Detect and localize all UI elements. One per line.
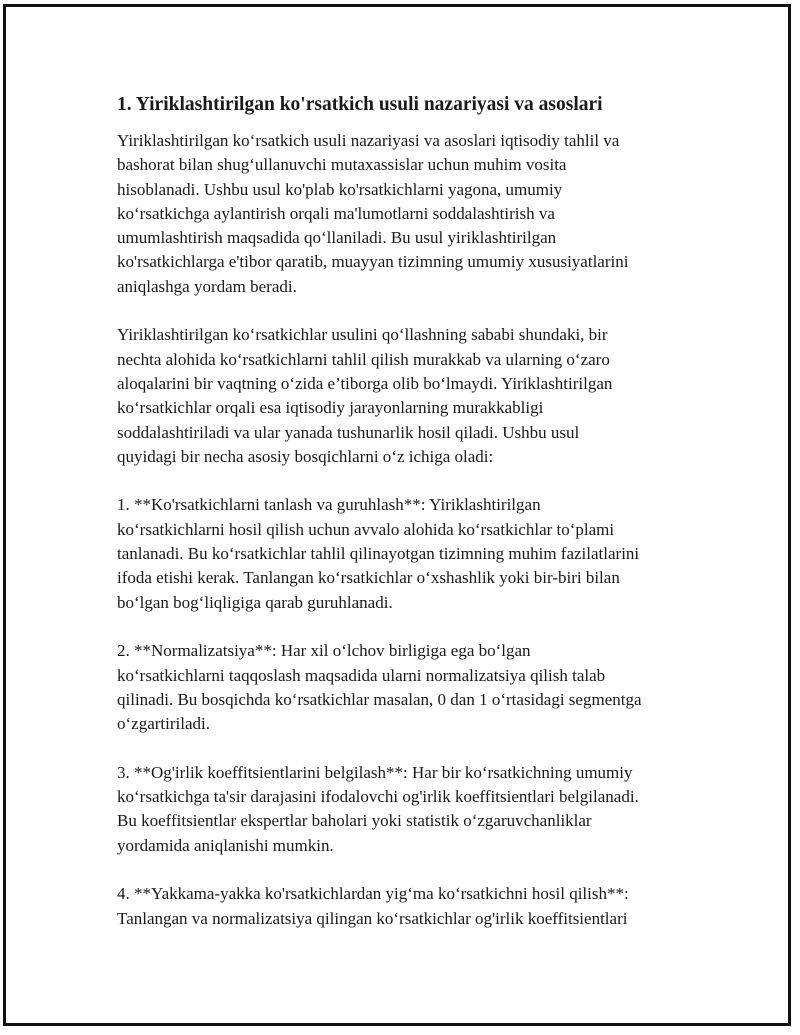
text-line: ko‘rsatkichlar orqali esa iqtisodiy jarayonlarning murakkabligi — [117, 398, 544, 418]
text-line: ko‘rsatkichga ta'sir darajasini ifodalovchi og'irlik koeffitsientlari belgilanadi. — [117, 787, 639, 807]
section-heading: 1. Yiriklashtirilgan ko'rsatkich usuli nazariyasi va asoslari — [117, 94, 603, 115]
list-item-step-2 — [117, 639, 687, 736]
text-line: 3. **Og'irlik koeffitsientlarini belgilash**: Har bir ko‘rsatkichning umumiy — [117, 762, 633, 782]
text-line: yordamida aniqlanishi mumkin. — [117, 835, 334, 855]
text-line: Tanlangan va normalizatsiya qilingan ko‘rsatkichlar og'irlik koeffitsientlari — [117, 908, 628, 928]
text-line: hisoblanadi. Ushbu usul ko'plab ko'rsatkichlarni yagona, umumiy — [117, 179, 563, 199]
text-line: bashorat bilan shug‘ullanuvchi mutaxassislar uchun muhim vosita — [117, 155, 567, 175]
text-line: quyidagi bir necha asosiy bosqichlarni o‘z ichiga oladi: — [117, 446, 494, 466]
text-line: aloqalarini bir vaqtning o‘zida e’tiborga olib bo‘lmaydi. Yiriklashtirilgan — [117, 373, 613, 393]
text-line: 4. **Yakkama-yakka ko'rsatkichlardan yig‘ma ko‘rsatkichni hosil qilish**: — [117, 884, 629, 904]
text-line: Yiriklashtirilgan ko‘rsatkichlar usulini qo‘llashning sababi shundaki, bir — [117, 325, 608, 345]
text-line: ko‘rsatkichlarni taqqoslash maqsadida ularni normalizatsiya qilish talab — [117, 665, 606, 685]
text-line: nechta alohida ko‘rsatkichlarni tahlil qilish murakkab va ularning o‘zaro — [117, 349, 610, 369]
text-line: tanlanadi. Bu ko‘rsatkichlar tahlil qilinayotgan tizimning muhim fazilatlarini — [117, 544, 640, 564]
text-line: soddalashtiriladi va ular yanada tushunarlik hosil qiladi. Ushbu usul — [117, 422, 580, 442]
list-item-step-1 — [117, 493, 687, 614]
text-line: qilinadi. Bu bosqichda ko‘rsatkichlar masalan, 0 dan 1 o‘rtasidagi segmentga — [117, 689, 642, 709]
paragraph-reason — [117, 323, 687, 469]
text-line: o‘zgartiriladi. — [117, 714, 210, 734]
list-item-step-4 — [117, 882, 687, 931]
text-line: ifoda etishi kerak. Tanlangan ko‘rsatkichlar o‘xshashlik yoki bir-biri bilan — [117, 568, 620, 588]
text-line: 1. **Ko'rsatkichlarni tanlash va guruhlash**: Yiriklashtirilgan — [117, 495, 541, 515]
document-body — [117, 93, 687, 955]
text-line: umumlashtirish maqsadida qo‘llaniladi. Bu usul yiriklashtirilgan — [117, 228, 557, 248]
text-line: aniqlashga yordam beradi. — [117, 276, 297, 296]
text-line: bo‘lgan bog‘liqligiga qarab guruhlanadi. — [117, 592, 393, 612]
text-line: 2. **Normalizatsiya**: Har xil o‘lchov birligiga ega bo‘lgan — [117, 641, 531, 661]
text-line: ko‘rsatkichga aylantirish orqali ma'lumotlarni soddalashtirish va — [117, 203, 555, 223]
text-line: Bu koeffitsientlar ekspertlar baholari yoki statistik o‘zgaruvchanliklar — [117, 811, 592, 831]
text-line: ko'rsatkichlarga e'tibor qaratib, muayyan tizimning umumiy xususiyatlarini — [117, 252, 629, 272]
text-line: Yiriklashtirilgan ko‘rsatkich usuli nazariyasi va asoslari iqtisodiy tahlil va — [117, 131, 620, 150]
text-line: ko‘rsatkichlarni hosil qilish uchun avvalo alohida ko‘rsatkichlar to‘plami — [117, 519, 615, 539]
paragraph-intro — [117, 129, 687, 299]
list-item-step-3 — [117, 761, 687, 858]
